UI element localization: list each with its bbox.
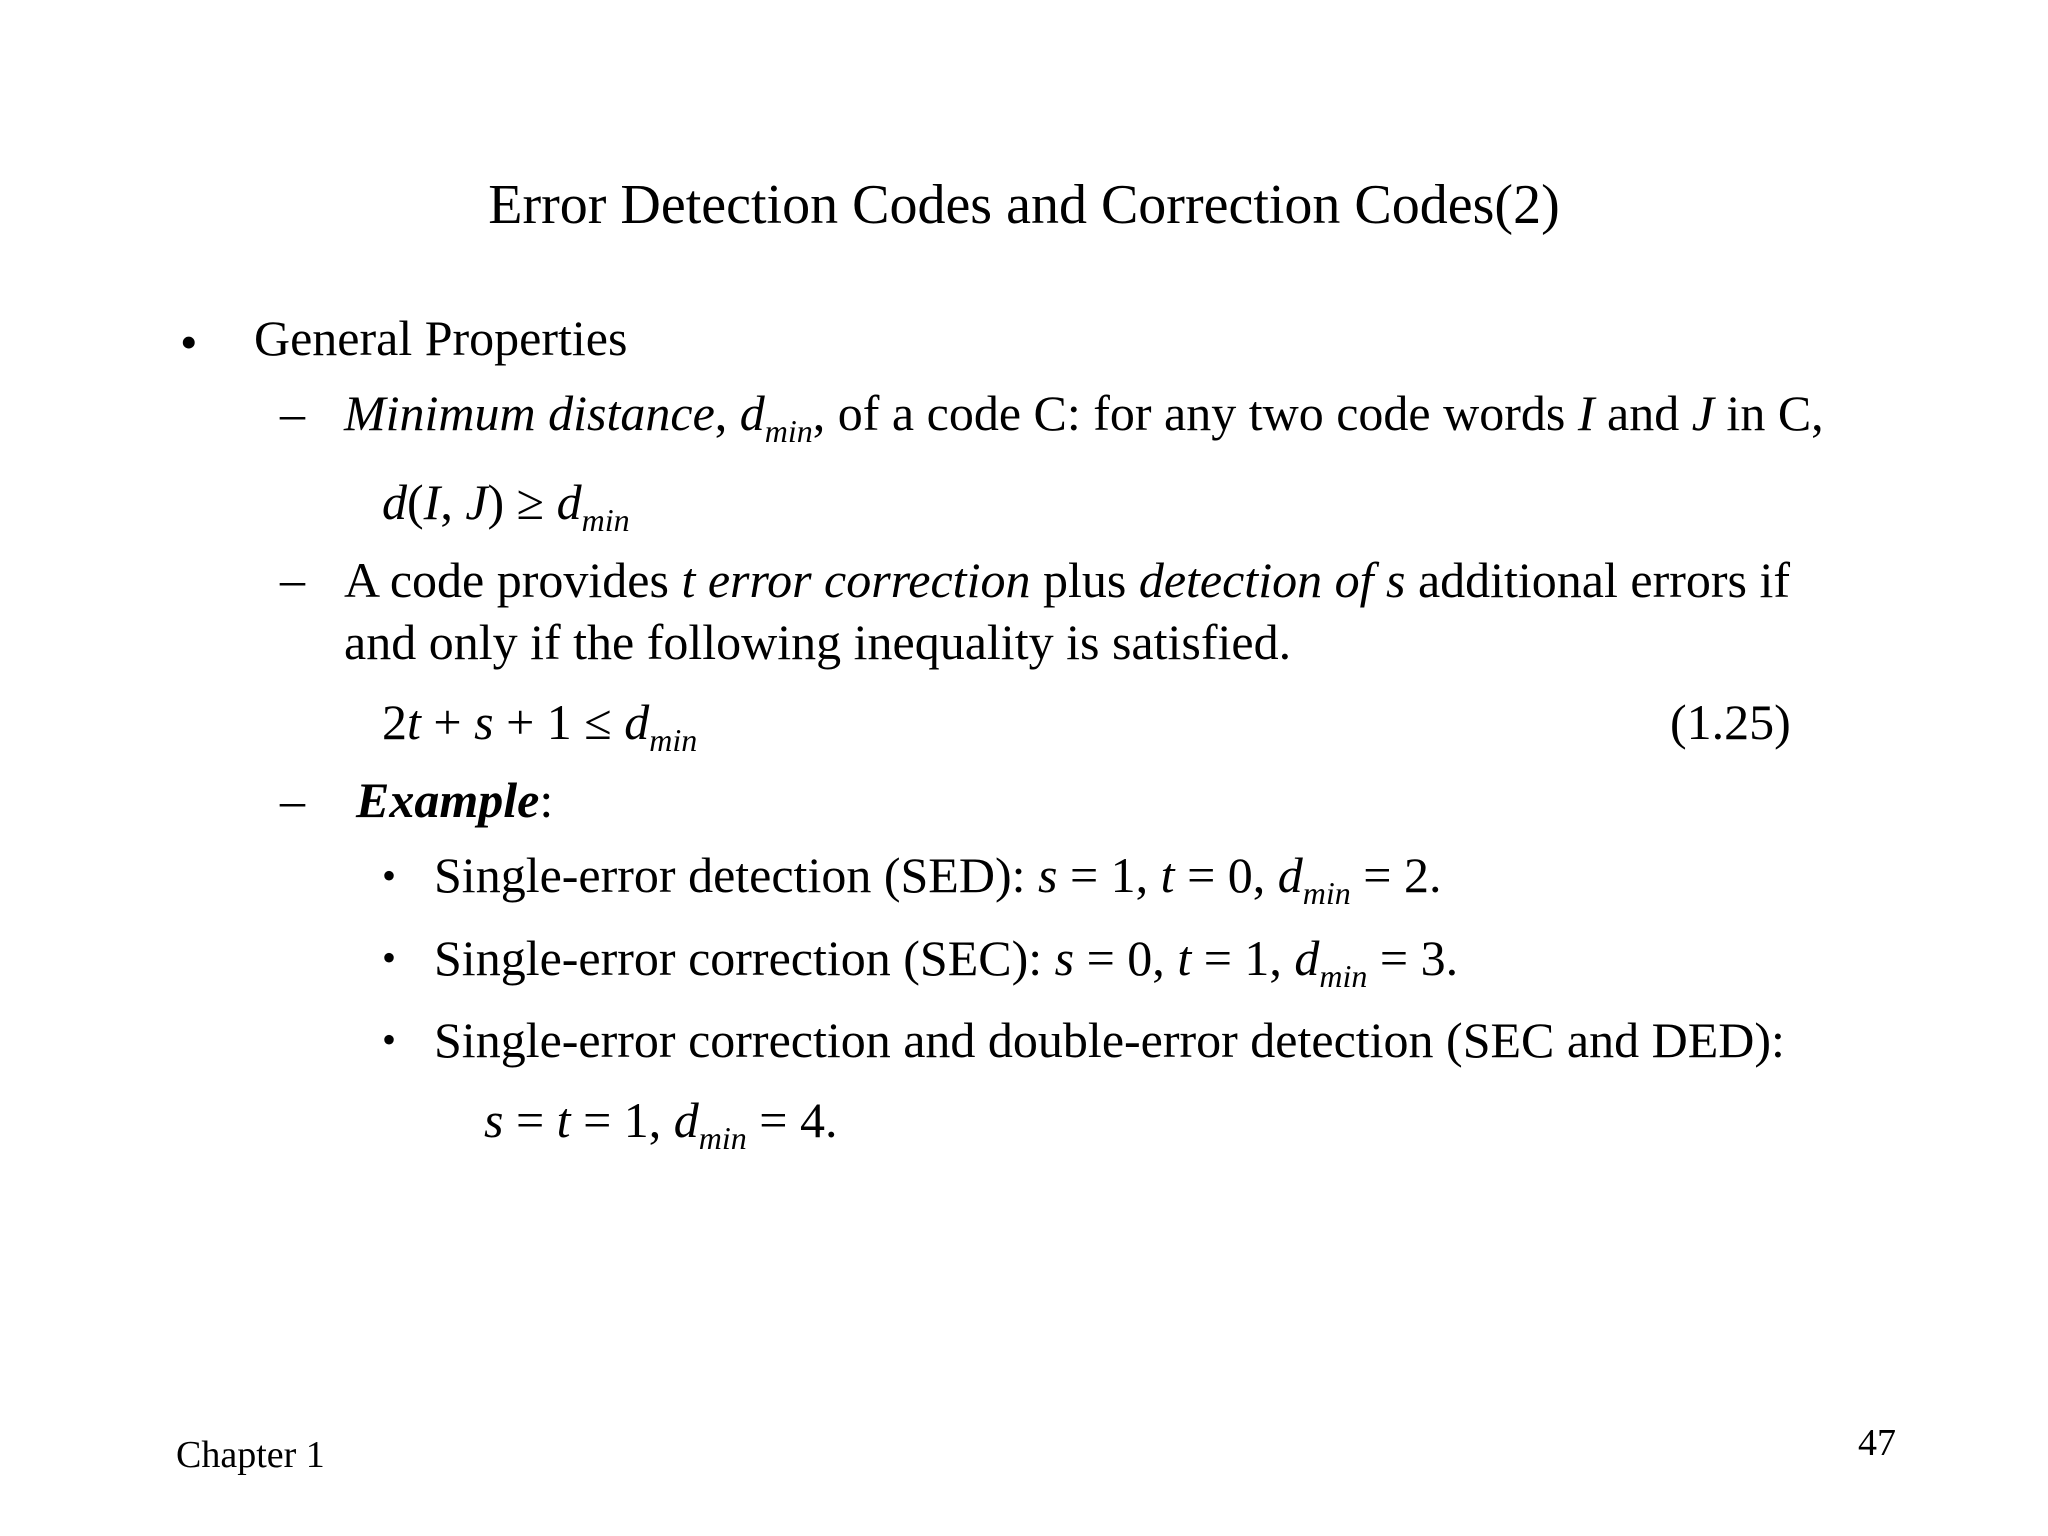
value-s: = 0, [1074, 930, 1178, 986]
subscript-min: min [698, 1120, 747, 1156]
var-s: s [484, 1092, 504, 1148]
relation-geq: ) ≥ [487, 474, 557, 530]
var-I: I [1577, 385, 1595, 441]
text-a-code-provides: A code provides [344, 552, 682, 608]
slide-title: Error Detection Codes and Correction Codes(2) [488, 174, 1560, 236]
minimum-distance-definition [344, 383, 1824, 449]
var-s: s [1037, 847, 1058, 903]
term-detection-of-s: detection of s [1138, 552, 1406, 608]
dash-marker: – [280, 772, 305, 828]
term-minimum-distance: Minimum distance [344, 385, 715, 441]
separator: , [440, 474, 466, 530]
var-t: t [1160, 847, 1175, 903]
example-heading [356, 770, 553, 830]
var-I: I [423, 474, 441, 530]
page-number: 47 [1858, 1422, 1896, 1464]
value-t: = 0, [1174, 847, 1278, 903]
bullet-marker: • [180, 314, 198, 370]
var-t: t [1177, 930, 1192, 986]
dash-marker: – [280, 385, 305, 441]
var-J: J [465, 474, 488, 530]
example-sec-ded: Single-error correction and double-error detection (SEC and DED): [434, 1012, 1785, 1068]
value-dmin: = 4. [746, 1092, 838, 1148]
sub-bullet-marker: • [382, 853, 397, 898]
value-t: = 1, [570, 1092, 674, 1148]
sub-bullet-marker: • [382, 935, 397, 980]
text-colon: : [539, 772, 554, 828]
subscript-min: min [649, 722, 698, 758]
operator-plus: + [420, 694, 475, 750]
dash-marker: – [280, 551, 305, 607]
subscript-min: min [1302, 875, 1351, 911]
term-t-error-correction: t error correction [681, 552, 1031, 608]
var-s: s [1054, 930, 1075, 986]
var-d: d [1294, 930, 1320, 986]
equation-number: (1.25) [1670, 694, 1791, 750]
var-J: J [1691, 385, 1714, 441]
text-additional-errors: additional errors if [1405, 552, 1791, 608]
formula-distance-inequality [382, 472, 630, 538]
sub-bullet-marker: • [382, 1017, 397, 1062]
subscript-min: min [764, 413, 813, 449]
subscript-min: min [1319, 958, 1368, 994]
var-t: t [407, 694, 421, 750]
subscript-min: min [581, 502, 630, 538]
var-d: d [382, 474, 407, 530]
text-and: and [1594, 385, 1692, 441]
text-in-c: in C, [1713, 385, 1824, 441]
text-comma: , [714, 385, 740, 441]
value-dmin: = 3. [1367, 930, 1459, 986]
formula-inequality-1-25 [382, 692, 698, 758]
term-example: Example [356, 772, 540, 828]
example-sed [434, 845, 1442, 911]
example-sec-ded-values [484, 1090, 838, 1156]
var-t: t [556, 1092, 571, 1148]
example-label: Single-error detection (SED): [434, 847, 1038, 903]
text-plus: plus [1030, 552, 1139, 608]
text-of-a-code: , of a code C: for any two code words [812, 385, 1578, 441]
footer-chapter: Chapter 1 [176, 1434, 325, 1476]
value-t: = 1, [1191, 930, 1295, 986]
var-d: d [624, 694, 650, 750]
coefficient-2: 2 [382, 694, 407, 750]
var-d: d [556, 474, 582, 530]
value-s: = 1, [1057, 847, 1161, 903]
error-correction-statement-line-2: and only if the following inequality is satisfied. [344, 614, 1292, 670]
var-d: d [739, 385, 765, 441]
example-label: Single-error correction (SEC): [434, 930, 1055, 986]
var-d: d [673, 1092, 699, 1148]
text-plus-one-leq: + 1 ≤ [493, 694, 625, 750]
bullet-general-properties: General Properties [254, 310, 628, 366]
value-dmin: = 2. [1350, 847, 1442, 903]
example-sec [434, 928, 1459, 994]
paren-open: ( [407, 474, 424, 530]
var-d: d [1277, 847, 1303, 903]
value-s: = [503, 1092, 557, 1148]
var-s: s [474, 694, 494, 750]
error-correction-statement [344, 550, 1790, 610]
